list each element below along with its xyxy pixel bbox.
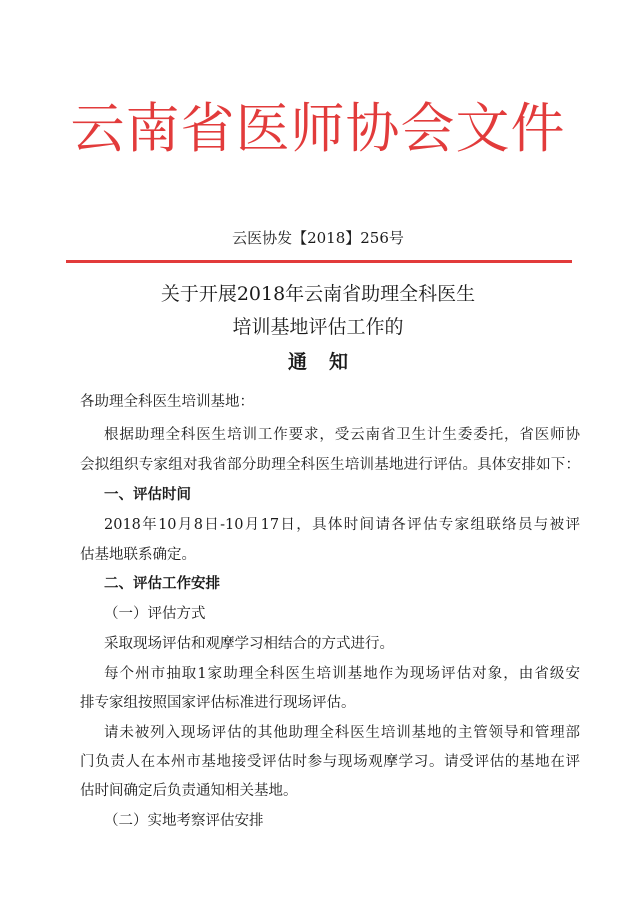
section-2-heading: 二、评估工作安排 xyxy=(104,576,220,592)
intro-line-1: 根据助理全科医生培训工作要求，受云南省卫生计生委委托，省医师协 xyxy=(104,427,580,443)
red-divider xyxy=(66,260,572,263)
subsection-1-para2-line-1: 每个州市抽取1家助理全科医生培训基地作为现场评估对象，由省级安 xyxy=(104,666,580,682)
subsection-1-para3-line-2: 门负责人在本州市基地接受评估时参与现场观摩学习。请受评估的基地在评 xyxy=(80,754,580,770)
section-1-heading: 一、评估时间 xyxy=(104,487,191,503)
intro-line-2: 会拟组织专家组对我省部分助理全科医生培训基地进行评估。具体安排如下： xyxy=(80,457,580,473)
notice-title-line-1: 关于开展2018年云南省助理全科医生 xyxy=(160,283,476,305)
subsection-1-text: 采取现场评估和观摩学习相结合的方式进行。 xyxy=(104,636,394,652)
subsection-2-heading: （二）实地考察评估安排 xyxy=(104,813,264,829)
subsection-1-heading: （一）评估方式 xyxy=(104,606,206,622)
subsection-1-para3-line-3: 估时间确定后负责通知相关基地。 xyxy=(80,783,298,799)
notice-title-line-3: 通知 xyxy=(287,351,370,373)
notice-title-line-2: 培训基地评估工作的 xyxy=(232,316,404,338)
salutation: 各助理全科医生培训基地： xyxy=(80,394,254,410)
section-1-line-2: 估基地联系确定。 xyxy=(80,547,196,563)
subsection-1-para3-line-1: 请未被列入现场评估的其他助理全科医生培训基地的主管领导和管理部 xyxy=(104,725,580,741)
subsection-1-para2-line-2: 排专家组按照国家评估标准进行现场评估。 xyxy=(80,695,356,711)
document-number: 云医协发【2018】256号 xyxy=(232,229,404,247)
masthead-title: 云南省医师协会文件 xyxy=(70,97,566,160)
section-1-line-1: 2018年10月8日-10月17日，具体时间请各评估专家组联络员与被评 xyxy=(104,517,580,533)
